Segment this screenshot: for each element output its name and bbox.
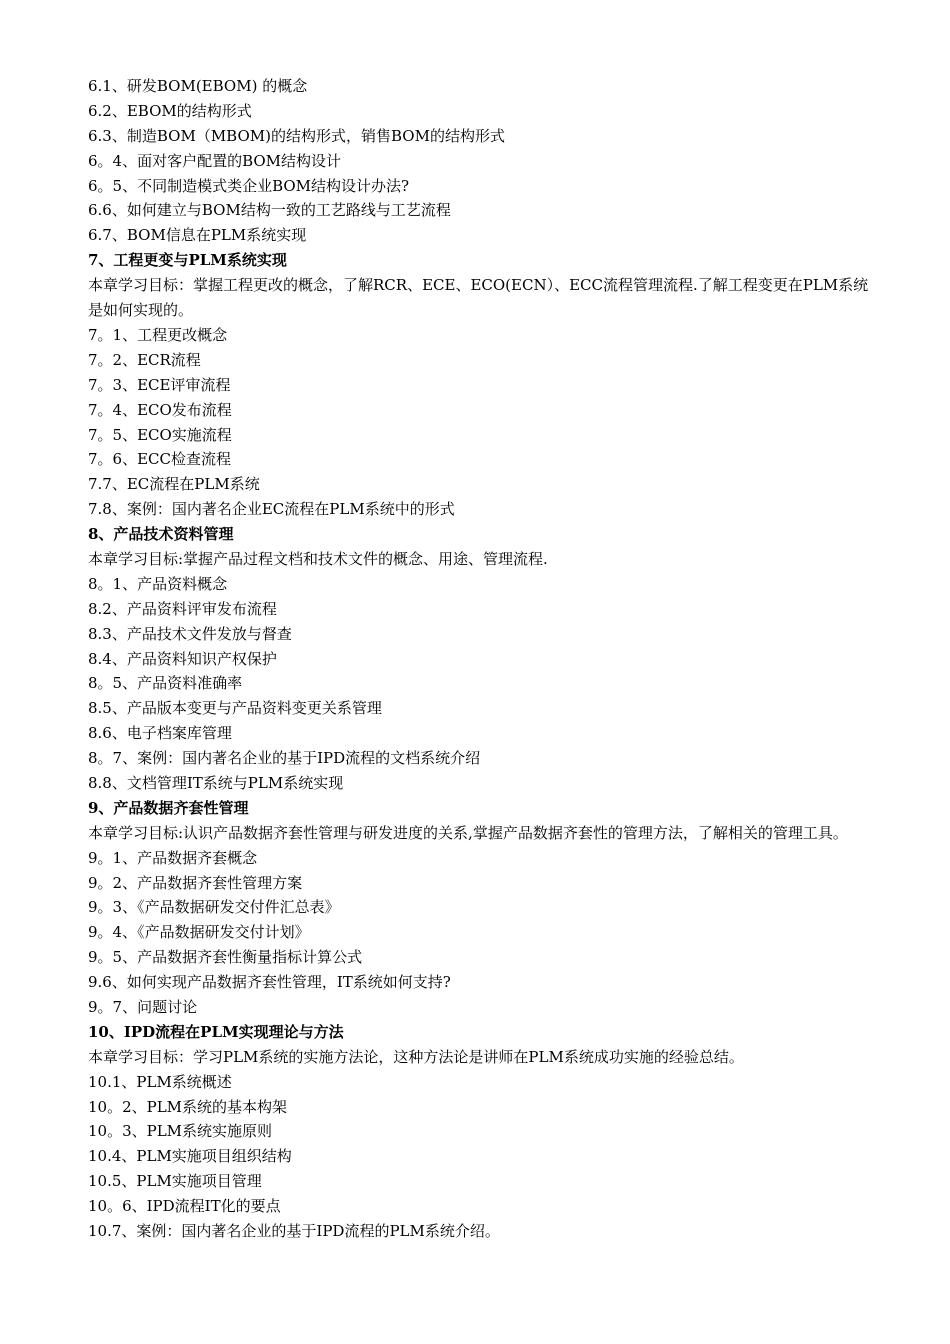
outline-item: 10。2、PLM系统的基本构架 — [88, 1097, 288, 1116]
outline-item: 8.3、产品技术文件发放与督查 — [88, 624, 292, 643]
outline-item: 10。6、IPD流程IT化的要点 — [88, 1197, 281, 1216]
outline-item: 10.1、PLM系统概述 — [88, 1072, 232, 1091]
section-objective: 本章学习目标:认识产品数据齐套性管理与研发进度的关系,掌握产品数据齐套性的管理方法，了解相关的管理工具。 — [88, 823, 848, 842]
section-heading: 10、IPD流程在PLM实现理论与方法 — [88, 1022, 344, 1041]
outline-item: 7。5、ECO实施流程 — [88, 425, 232, 444]
outline-item: 10。3、PLM系统实施原则 — [88, 1122, 273, 1141]
outline-item: 6.2、EBOM的结构形式 — [88, 101, 252, 120]
outline-item: 8.5、产品版本变更与产品资料变更关系管理 — [88, 699, 382, 718]
outline-item: 9。2、产品数据齐套性管理方案 — [88, 873, 303, 892]
section-heading: 8、产品技术资料管理 — [88, 525, 234, 544]
section-heading: 7、工程更变与PLM系统实现 — [88, 251, 287, 270]
outline-item: 6.6、如何建立与BOM结构一致的工艺路线与工艺流程 — [88, 201, 451, 220]
outline-item: 9。7、问题讨论 — [88, 998, 198, 1016]
outline-item: 7。1、工程更改概念 — [88, 325, 228, 344]
outline-item: 9。5、产品数据齐套性衡量指标计算公式 — [88, 948, 363, 967]
outline-item: 6。4、面对客户配置的BOM结构设计 — [88, 151, 342, 170]
outline-item: 6.3、制造BOM（MBOM)的结构形式，销售BOM的结构形式 — [88, 126, 505, 145]
outline-item: 8。5、产品资料准确率 — [88, 674, 243, 693]
outline-item: 7.7、EC流程在PLM系统 — [88, 475, 260, 494]
outline-item: 9。4、《产品数据研发交付计划》 — [88, 923, 310, 942]
outline-item: 7。4、ECO发布流程 — [88, 400, 232, 419]
outline-item: 7。2、ECR流程 — [88, 350, 201, 369]
outline-item: 8。7、案例：国内著名企业的基于IPD流程的文档系统介绍 — [88, 749, 481, 768]
outline-item: 9。3、《产品数据研发交付件汇总表》 — [88, 898, 340, 917]
outline-item: 8。1、产品资料概念 — [88, 574, 228, 593]
outline-item: 本章学习目标：学习PLM系统的实施方法论，这种方法论是讲师在PLM系统成功实施的经验总结。 — [88, 1047, 744, 1066]
outline-item: 10.4、PLM实施项目组织结构 — [88, 1147, 292, 1166]
outline-item: 8.8、文档管理IT系统与PLM系统实现 — [88, 773, 344, 792]
outline-item: 6.1、研发BOM(EBOM) 的概念 — [88, 77, 308, 95]
section-heading: 9、产品数据齐套性管理 — [88, 798, 249, 817]
section-objective: 本章学习目标：掌握工程更改的概念，了解RCR、ECE、ECO(ECN）、ECC流程管理流程.了解工程变更在PLM系统是如何实现的。 — [88, 276, 869, 320]
outline-item: 7。6、ECC检查流程 — [88, 450, 231, 469]
outline-item: 7。3、ECE评审流程 — [88, 375, 231, 394]
outline-item: 9。1、产品数据齐套概念 — [88, 848, 258, 867]
outline-item: 8.2、产品资料评审发布流程 — [88, 599, 277, 618]
outline-item: 9.6、如何实现产品数据齐套性管理，IT系统如何支持? — [88, 973, 451, 992]
outline-item: 本章学习目标:掌握产品过程文档和技术文件的概念、用途、管理流程. — [88, 549, 548, 568]
outline-item: 8.4、产品资料知识产权保护 — [88, 649, 277, 668]
outline-item: 6。5、不同制造模式类企业BOM结构设计办法? — [88, 176, 410, 195]
outline-item: 10.5、PLM实施项目管理 — [88, 1172, 262, 1191]
outline-item: 7.8、案例：国内著名企业EC流程在PLM系统中的形式 — [88, 500, 455, 519]
outline-item: 10.7、案例：国内著名企业的基于IPD流程的PLM系统介绍。 — [88, 1222, 500, 1241]
document-page — [88, 74, 883, 1244]
outline-item: 8.6、电子档案库管理 — [88, 724, 232, 743]
outline-item: 6.7、BOM信息在PLM系统实现 — [88, 226, 307, 245]
